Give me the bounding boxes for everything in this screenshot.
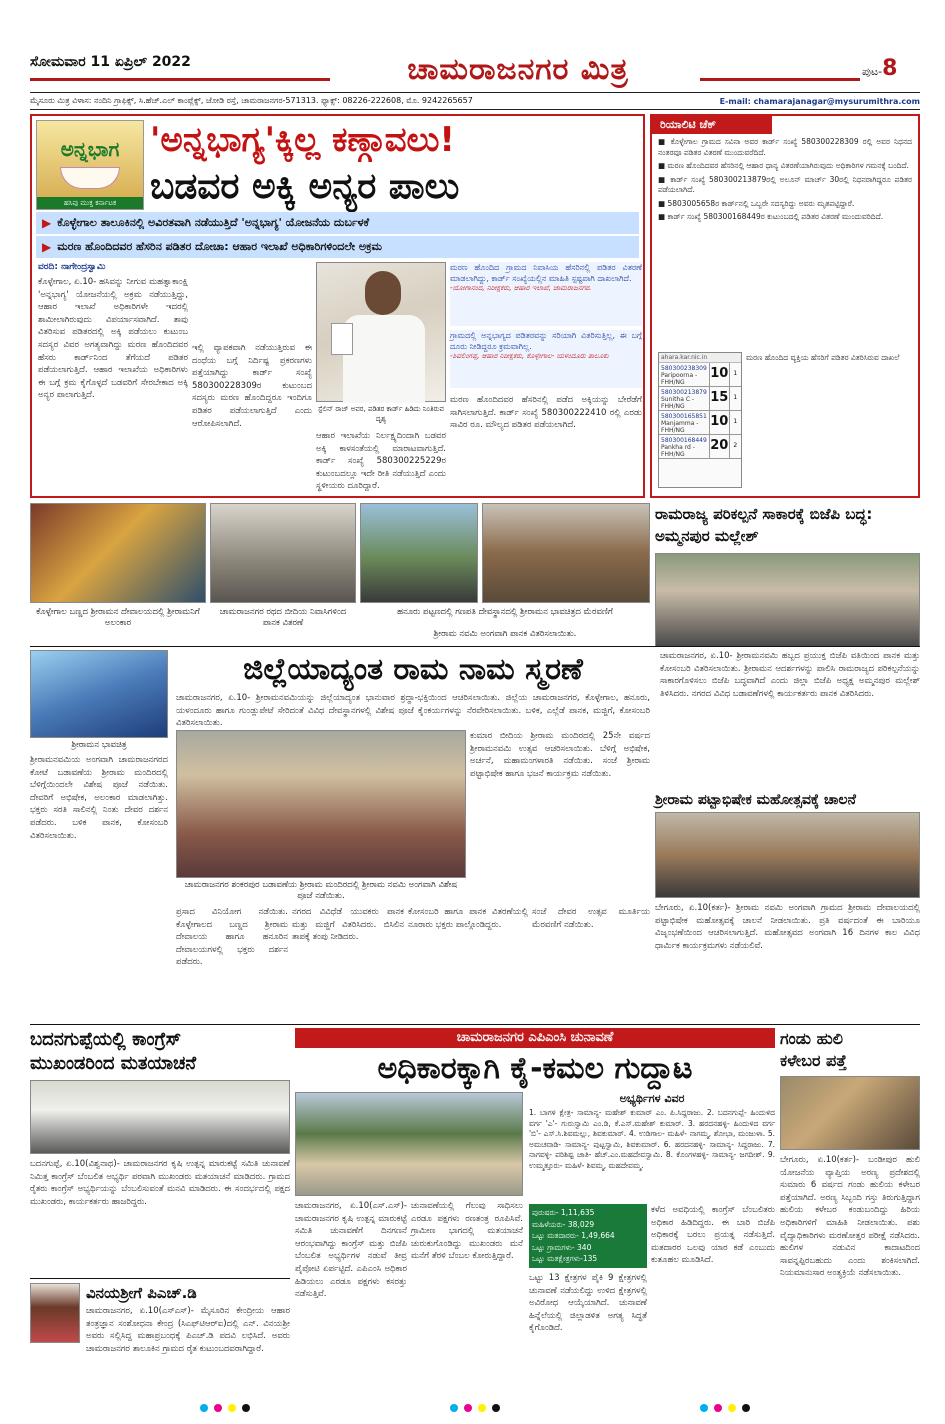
phd-story (30, 1278, 290, 1388)
apmc-col-4: ಕಳೆದ ಅವಧಿಯಲ್ಲಿ ಕಾಂಗ್ರೆಸ್ ಬೆಂಬಲಿತರು ಅಧಿಕಾರ ಹಿಡಿದಿದ್ದರು. ಈ ಬಾರಿ ಬಿಜೆಪಿ ಅಧಿಕಾರಕ್ಕೆ ಬರಲು ಪ್ರಯತ್ನ ನಡೆಸುತ್ತಿದೆ. ಮತದಾರರ ಒಲವು ಯಾರ ಕಡೆ ಎಂಬುದು ಕುತೂಹಲ ಮೂಡಿಸಿದೆ. (651, 1205, 775, 1266)
divider (30, 1024, 920, 1025)
lead-bullet-2 (36, 236, 639, 258)
registration-marks-right (700, 1404, 750, 1412)
pattabhisheka-headline: ಶ್ರೀರಾಮ ಪಟ್ಟಾಭಿಷೇಕ ಮಹೋತ್ಸವಕ್ಕೆ ಚಾಲನೆ (655, 792, 856, 808)
phd-headline: ವಿನಯಶ್ರೀಗೆ ಪಿಎಚ್.ಡಿ (86, 1284, 197, 1302)
tiger-body: ಬೇಗೂರು, ಏ.10(ಕರ್ತ)- ಬಂಡೀಪುರ ಹುಲಿ ಯೋಜನೆಯ ವ್ಯಾಪ್ತಿಯ ಅರಣ್ಯ ಪ್ರದೇಶದಲ್ಲಿ ಸುಮಾರು 6 ವರ್ಷದ ಗಂಡು ಹುಲಿಯ ಕಳೇಬರ ಪತ್ತೆಯಾಗಿದೆ. ಅರಣ್ಯ ಸಿಬ್ಬಂದಿ ಗಸ್ತು ತಿರುಗುತ್ತಿದ್ದಾಗ ಹುಲಿಯ ಕಳೇಬರ ಕಂಡುಬಂದಿದ್ದು ಹಿರಿಯ ಅಧಿಕಾರಿಗಳಿಗೆ ಮಾಹಿತಿ ನೀಡಲಾಯಿತು. ಪಶು ವೈದ್ಯಾಧಿಕಾರಿಗಳು ಮರಣೋತ್ತರ ಪರೀಕ್ಷೆ ನಡೆಸಿದರು. ಹುಲಿಗಳ ನಡುವಿನ ಕಾದಾಟದಿಂದ ಸಾವನ್ನಪ್ಪಿರಬಹುದು ಎಂದು ಶಂಕಿಸಲಾಗಿದೆ. ನಿಯಮಾನುಸಾರ ಅಂತ್ಯಕ್ರಿಯೆ ನಡೆಸಲಾಯಿತು. (780, 1155, 920, 1279)
congress-photo (30, 1080, 290, 1154)
yellow-dot (228, 1404, 236, 1412)
apmc-candidates: 1. ಬಾಗಳಿ ಕ್ಷೇತ್ರ- ಸಾಮಾನ್ಯ- ಮಹೇಶ್ ಕುಮಾರ್ ಎಂ. ಪಿ.ಸಿದ್ದರಾಜು. 2. ಬದನಗುಪ್ಪೆ- ಹಿಂದುಳಿದ ವರ್ಗ 'ಎ'- ಗುರುಸ್ವಾಮಿ ಎಂ.ಡಿ, ಕೆ.ಎಸ್.ಮಹೇಶ್ ಕುಮಾರ್. 3. ಹರದನಹಳ್ಳಿ- ಹಿಂದುಳಿದ ವರ್ಗ 'ಬಿ'- ಎಸ್.ಸಿ.ಶಿವಮಲ್ಲು, ಶಿವಕುಮಾರ್. 4. ಉಡಿಗಾಲ- ಮಹಿಳೆ- ನಾಗಮ್ಮ, ಶೋಭಾ, ಮಂಜುಳಾ. 5. ಅಮಚವಾಡಿ- ಸಾಮಾನ್ಯ- ಪುಟ್ಟಸ್ವಾಮಿ, ಶಿವಕುಮಾರ್. 6. ಹರದನಹಳ್ಳಿ- ಸಾಮಾನ್ಯ- ಸಿದ್ದರಾಜು. 7. ನಾಗವಳ್ಳಿ- ಪರಿಶಿಷ್ಟ ಜಾತಿ- ಹೆಚ್.ಎಂ.ಮಹದೇವಸ್ವಾಮಿ. 8. ಕೊಂಗಳಹಳ್ಳಿ- ಸಾಮಾನ್ಯ- ಜಗದೀಶ್. 9. ಉಮ್ಮತ್ತೂರು- ಮಹಿಳೆ- ಶಿವಮ್ಮ, ಮಹದೇವಮ್ಮ. (529, 1108, 775, 1170)
black-dot (242, 1404, 250, 1412)
rama-nama-bottom-col-3: ಕೋಸಂಬರಿ ಹಾಗೂ ಪಾನಕ ವಿತರಣೆಯಲ್ಲಿ ನೂರಾರು ಭಕ್ತರು ಪಾಲ್ಗೊಂಡಿದ್ದರು. (408, 907, 528, 930)
reality-check-title: ರಿಯಾಲಿಟಿ ಚೆಕ್ (652, 116, 772, 134)
rama-nama-left-col: ಶ್ರೀರಾಮನವಮಿಯ ಅಂಗವಾಗಿ ಚಾಮರಾಜನಗರದ ಕೋಟೆ ಬಡಾವಣೆಯ ಶ್ರೀರಾಮ ಮಂದಿರದಲ್ಲಿ ಬೆಳಿಗ್ಗೆಯಿಂದಲೇ ವಿಶೇಷ ಪೂಜೆ ನಡೆಯಿತು. ದೇವರಿಗೆ ಅಭಿಷೇಕ, ಅಲಂಕಾರ ಮಾಡಲಾಗಿತ್ತು. ಭಕ್ತರು ಸರತಿ ಸಾಲಿನಲ್ಲಿ ನಿಂತು ದೇವರ ದರ್ಶನ ಪಡೆದರು. ಬಳಿಕ ಪಾನಕ, ಕೋಸಂಬರಿ ವಿತರಿಸಲಾಯಿತು. (30, 755, 168, 841)
highlight-1-text: ಮರಣ ಹೊಂದಿದ ಗ್ರಾಮದ ನಿವಾಸಿಯ ಹೆಸರಿನಲ್ಲಿ ಪಡಿತರ ವಿತರಣೆ ಮಾಡಲಾಗಿದ್ದು, ಕಾರ್ಡ್ ಸಂಖ್ಯೆಯಲ್ಲಿನ ಮಾಹಿತಿ ಸ್ಪಷ್ಟವಾಗಿ ದಾಖಲಾಗಿದೆ. (450, 263, 642, 283)
photo-row (30, 503, 650, 643)
congress-headline-2: ಮುಖಂಡರಿಂದ ಮತಯಾಚನೆ (30, 1053, 197, 1074)
masthead-title: ಚಾಮರಾಜನಗರ ಮಿತ್ರ (407, 52, 629, 87)
portal-row-sub: 1 (729, 387, 741, 410)
cyan-dot (200, 1404, 208, 1412)
rama-nama-bottom-col-2: ನಗರದ ವಿವಿಧೆಡೆ ಯುವಕರು ಪಾನಕ ಮತ್ತು ಮಜ್ಜಿಗೆ ವಿತರಿಸಿದರು. ಬಿಸಿಲಿನ ತಾಪಕ್ಕೆ ತಂಪು ನೀಡಿದರು. (292, 907, 404, 943)
apmc-stats-box (529, 1204, 647, 1268)
apmc-stat: ಒಟ್ಟು ಮತಕ್ಷೇತ್ರಗಳು-135 (532, 1254, 598, 1263)
portal-row-name: 580300168449 Pankha rd - FHH/NG (661, 437, 707, 458)
rama-image-caption: ಶ್ರೀರಾಮನ ಭಾವಚಿತ್ರ (71, 740, 127, 750)
rama-nama-bottom-col-1: ಪ್ರಸಾದ ವಿನಿಯೋಗ ನಡೆಯಿತು. ಕೊಳ್ಳೇಗಾಲದ ಬಣ್ಣದ ಶ್ರೀರಾಮ ದೇವಾಲಯ ಹಾಗೂ ಹನೂರಿನ ದೇವಾಲಯಗಳಲ್ಲಿ ಭಕ್ತರು ದರ್ಶನ ಪಡೆದರು. (176, 907, 288, 968)
lead-photo-caption: ಸ್ಟೆಲಿನ್ ರಾಜ್ ಅವರ, ಪಡಿತರ ಕಾರ್ಡ್ ಹಿಡಿದು ನಿಂತಿರುವ ದೃಶ್ಯ (317, 405, 445, 423)
portal-row (659, 435, 741, 459)
photo-distribution (482, 503, 650, 603)
bullet-arrow-icon: ▶ (42, 216, 52, 230)
registration-marks-center (450, 1404, 500, 1412)
page-number-box (862, 56, 920, 84)
yellow-dot (728, 1404, 736, 1412)
cyan-dot (450, 1404, 458, 1412)
portal-caption: ಮರಣ ಹೊಂದಿದ ವ್ಯಕ್ತಿಯ ಹೆಸರಿಗೆ ಪಡಿತರ ವಿತರಿಸಿರುವ ದಾಖಲೆ (746, 353, 900, 362)
lead-bullet-1 (36, 212, 639, 234)
magenta-dot (214, 1404, 222, 1412)
logo-tagline: ಹಸಿವು ಮುಕ್ತ ಕರ್ನಾಟಕ (37, 197, 143, 209)
contact-email[interactable]: E-mail: chamarajanagar@mysurumithra.com (719, 96, 920, 106)
man-shirt (343, 315, 425, 403)
ramarajya-story (655, 503, 920, 647)
rama-nama-lead: ಚಾಮರಾಜನಗರ, ಏ.10- ಶ್ರೀರಾಮನವಮಿಯನ್ನು ಜಿಲ್ಲೆಯಾದ್ಯಂತ ಭಾನುವಾರ ಶ್ರದ್ಧಾ-ಭಕ್ತಿಯಿಂದ ಆಚರಿಸಲಾಯಿತು. ಜಿಲ್ಲೆಯ ಚಾಮರಾಜನಗರ, ಕೊಳ್ಳೇಗಾಲ, ಹನೂರು, ಯಳಂದೂರು ಹಾಗೂ ಗುಂಡ್ಲುಪೇಟೆ ಸೇರಿದಂತೆ ವಿವಿಧ ದೇವಸ್ಥಾನಗಳಲ್ಲಿ ವಿಶೇಷ ಪೂಜೆ ಕೈಂಕರ್ಯಗಳನ್ನು ನೆರವೇರಿಸಲಾಯಿತು. ಬಳಿಕ, ಎಲ್ಲೆಡೆ ಪಾನಕ, ಮಜ್ಜಿಗೆ, ಕೋಸಂಬರಿ ವಿತರಿಸಲಾಯಿತು. (176, 693, 650, 729)
rama-image (30, 650, 168, 738)
portal-row-name: 580300238309 Paripoorna - FHH/NG (661, 365, 707, 386)
portal-row-name: 580300165851 Manjamma - FHH/NG (661, 413, 707, 434)
masthead-rule-left (30, 78, 330, 81)
ramarajya-headline: ರಾಮರಾಜ್ಯ ಪರಿಕಲ್ಪನೆ ಸಾಕಾರಕ್ಕೆ ಬಿಜೆಪಿ ಬದ್ಧ: ಅಮ್ಮನಪುರ ಮಲ್ಲೇಶ್ (655, 505, 873, 545)
photo-caption-4: ಶ್ರೀರಾಮ ನವಮಿ ಅಂಗವಾಗಿ ಪಾನಕ ವಿತರಿಸಲಾಯಿತು. (433, 629, 577, 639)
portal-row-value: 15 (709, 387, 729, 410)
portal-row (659, 411, 741, 435)
lead-col-1: ಕೊಳ್ಳೇಗಾಲ, ಏ.10- ಹಸಿವನ್ನು ನೀಗುವ ಮಹತ್ವಾಕಾಂಕ್ಷಿ 'ಅನ್ನಭಾಗ್ಯ' ಯೋಜನೆಯಲ್ಲಿ ಅಕ್ರಮ ನಡೆಯುತ್ತಿದ್ದು, ಆಹಾರ ಇಲಾಖೆ ಅಧಿಕಾರಿಗಳೇ ಇದರಲ್ಲಿ ಶಾಮೀಲಾಗಿರುವುದು ವಿಪರ್ಯಾಸವಾಗಿದೆ. ತಾವು ವಿತರಿಸುವ ಪಡಿತರದಲ್ಲಿ ಅಕ್ಕಿ ಪಡೆಯಲು ಕುಟುಂಬ ಸದಸ್ಯರ ವಿವರ ಅಗತ್ಯವಾಗಿದ್ದು ಮರಣ ಹೊಂದಿದವರ ಹೆಸರು ಕಾರ್ಡ್‌ನಿಂದ ತೆಗೆಯದೆ ಪಡಿತರ ಪಡೆಯಲಾಗುತ್ತಿದೆ. ಆಹಾರ ಇಲಾಖೆಯ ಅಧಿಕಾರಿಗಳು ಈ ಬಗ್ಗೆ ಕ್ರಮ ಕೈಗೊಳ್ಳದೆ ಬಡವರಿಗೆ ಸೇರಬೇಕಾದ ಅಕ್ಕಿ ಅನ್ಯರ ಪಾಲಾಗುತ್ತಿದೆ. (38, 277, 188, 401)
annabhagya-logo (36, 120, 144, 210)
cyan-dot (700, 1404, 708, 1412)
bullet-text: ಮರಣ ಹೊಂದಿದವರ ಹೆಸರಿನ ಪಡಿತರ ದೋಚಾ: ಆಹಾರ ಇಲಾಖೆ ಅಧಿಕಾರಿಗಳಿಂದಲೇ ಅಕ್ರಮ (57, 240, 382, 253)
apmc-subhead: ಅಭ್ಯರ್ಥಿಗಳ ವಿವರ (619, 1092, 685, 1105)
rice-bowl-icon (60, 167, 120, 189)
divider (30, 646, 920, 647)
ration-card (331, 323, 353, 355)
magenta-dot (464, 1404, 472, 1412)
reality-item: ■ 5803005658ರ ಕಾರ್ಡ್‌ನಲ್ಲಿ ಒಬ್ಬರೇ ಸದಸ್ಯರಿದ್ದು ಅವರು ಮೃತಪಟ್ಟಿದ್ದಾರೆ. (658, 198, 855, 208)
lead-photo-man (316, 262, 446, 402)
lead-col-2: ಇಲ್ಲಿ ವ್ಯಾಪಕವಾಗಿ ನಡೆಯುತ್ತಿರುವ ಈ ದಂಧೆಯ ಬಗ್ಗೆ ನಿರ್ದಿಷ್ಟ ಪ್ರಕರಣಗಳು ಪತ್ತೆಯಾಗಿದ್ದು ಕಾರ್ಡ್ ಸಂಖ್ಯೆ 580300228309ರ ಕುಟುಂಬದ ಸದಸ್ಯರು ಮರಣ ಹೊಂದಿದ್ದರೂ ಇಂದಿಗೂ ಪಡಿತರ ಪಡೆಯಲಾಗುತ್ತಿದೆ ಎಂದು ಆರೋಪಿಸಲಾಗಿದೆ. (192, 343, 312, 429)
tiger-headline-2: ಕಳೇಬರ ಪತ್ತೆ (780, 1051, 847, 1070)
logo-text: ಅನ್ನಭಾಗ (60, 137, 120, 161)
lead-story (30, 114, 645, 498)
photo-caption-1: ಕೊಳ್ಳೇಗಾಲ ಬಣ್ಣದ ಶ್ರೀರಾಮನ ದೇವಾಲಯದಲ್ಲಿ ಶ್ರೀರಾಮನಿಗೆ ಅಲಂಕಾರ (36, 607, 200, 628)
pattabhisheka-photo (655, 812, 920, 898)
portal-row (659, 363, 741, 387)
ramarajya-body: ಚಾಮರಾಜನಗರ, ಏ.10- ಶ್ರೀರಾಮನವಮಿ ಹಬ್ಬದ ಪ್ರಯುಕ್ತ ಬಿಜೆಪಿ ವತಿಯಿಂದ ಪಾನಕ ಮತ್ತು ಕೋಸಂಬರಿ ವಿತರಿಸಲಾಯಿತು. ಶ್ರೀರಾಮನ ಆದರ್ಶಗಳನ್ನು ಪಾಲಿಸಿ ರಾಮರಾಜ್ಯದ ಪರಿಕಲ್ಪನೆಯನ್ನು ಸಾಕಾರಗೊಳಿಸಲು ಬಿಜೆಪಿ ಬದ್ಧವಾಗಿದೆ ಎಂದು ಜಿಲ್ಲಾ ಬಿಜೆಪಿ ಅಧ್ಯಕ್ಷ ಅಮ್ಮನಪುರ ಮಲ್ಲೇಶ್ ತಿಳಿಸಿದರು. ನಗರದ ವಿವಿಧ ಬಡಾವಣೆಗಳಲ್ಲಿ ಕಾರ್ಯಕರ್ತರು ಪಾನಕ ವಿತರಿಸಿದರು. (660, 651, 920, 699)
reality-item: ■ ಕಾರ್ಡ್ ಸಂಖ್ಯೆ 580300213879ರಲ್ಲಿ ಅಲೂನ್ ಮಾರ್ಚ್ 30ರಲ್ಲಿ ನಿಧನರಾಗಿದ್ದರೂ ಪಡಿತರ ಪಡೆಯಲಾಗಿದೆ. (658, 174, 912, 194)
photo-rama-idol (30, 503, 206, 603)
highlight-box-1 (450, 262, 642, 326)
congress-body: ಬದನಗುಪ್ಪೆ, ಏ.10(ವಿಶ್ವನಾಥ)- ಚಾಮರಾಜನಗರ ಕೃಷಿ ಉತ್ಪನ್ನ ಮಾರುಕಟ್ಟೆ ಸಮಿತಿ ಚುನಾವಣೆ ನಿಮಿತ್ತ ಕಾಂಗ್ರೆಸ್ ಬೆಂಬಲಿತ ಅಭ್ಯರ್ಥಿ ಪರವಾಗಿ ಮುಖಂಡರು ಮತಯಾಚನೆ ಮಾಡಿದರು. ಗ್ರಾಮದ ರೈತರು ಕಾಂಗ್ರೆಸ್ ಅಭ್ಯರ್ಥಿಯನ್ನು ಬೆಂಬಲಿಸುವಂತೆ ಮನವಿ ಮಾಡಿದರು. ಈ ಸಂದರ್ಭದಲ್ಲಿ ಪಕ್ಷದ ಮುಖಂಡರು, ಕಾರ್ಯಕರ್ತರು ಹಾಜರಿದ್ದರು. (30, 1159, 290, 1207)
congress-story (30, 1028, 290, 1276)
apmc-col-2: ಚುನಾವಣೆಯಲ್ಲಿ ಗೆಲುವು ಸಾಧಿಸಲು ಎರಡೂ ಪಕ್ಷಗಳು ರಣತಂತ್ರ ರೂಪಿಸಿವೆ. ಗ್ರಾಮೀಣ ಭಾಗದಲ್ಲಿ ಮತಯಾಚನೆ ಚುರುಕುಗೊಂಡಿದ್ದು ಮುಖಂಡರು ಮನೆ ಮನೆಗೆ ತೆರಳಿ ಬೆಂಬಲ ಕೋರುತ್ತಿದ್ದಾರೆ. (411, 1201, 523, 1262)
portal-row-name: 580300213879 Sunitha C - FHH/NG (661, 389, 707, 410)
apmc-kicker: ಚಾಮರಾಜನಗರ ಎಪಿಎಂಸಿ ಚುನಾವಣೆ (295, 1028, 775, 1048)
black-dot (742, 1404, 750, 1412)
man-head (365, 271, 401, 315)
apmc-stat: ಮಹಿಳೆಯರು- 38,029 (532, 1219, 595, 1229)
phd-body: ಚಾಮರಾಜನಗರ, ಏ.10(ಎಸ್‌ಎಸ್)- ಮೈಸೂರಿನ ಕೇಂದ್ರೀಯ ಆಹಾರ ತಂತ್ರಜ್ಞಾನ ಸಂಶೋಧನಾ ಕೇಂದ್ರ (ಸಿಎಫ್‌ಟಿಆರ್‌ಐ)ದಲ್ಲಿ ಎನ್. ವಿನಯಶ್ರೀ ಅವರು ಸಲ್ಲಿಸಿದ್ದ ಮಹಾಪ್ರಬಂಧಕ್ಕೆ ಪಿಎಚ್.ಡಿ ಪದವಿ ಲಭಿಸಿದೆ. ಅವರು ಚಾಮರಾಜನಗರ ತಾಲೂಕಿನ ಗ್ರಾಮದ ರೈತ ಕುಟುಂಬದವರಾಗಿದ್ದಾರೆ. (86, 1306, 290, 1354)
portal-row-sub: 1 (729, 411, 741, 434)
highlight-box-2 (450, 330, 642, 388)
contact-address: ಮೈಸೂರು ಮಿತ್ರ ವಿಳಾಸ: ನಂದಿನಿ ಗ್ರಾಫಿಕ್ಸ್, ಸಿ.ಹೆಚ್.ಎಲ್ ಕಾಂಪ್ಲೆಕ್ಸ್, ಜೋಡಿ ರಸ್ತೆ, ಚಾಮರಾಜನಗರ-571313. ಫ್ಯಾಕ್ಸ್: 08226-222608, ಮೊ. 9242265657 (30, 96, 473, 105)
masthead (0, 0, 945, 112)
rama-nama-headline: ಜಿಲ್ಲೆಯಾದ್ಯಂತ ರಾಮ ನಾಮ ಸ್ಮರಣೆ (243, 652, 583, 687)
ramarajya-photo (655, 553, 920, 647)
photo-caption-3: ಹನೂರು ಪಟ್ಟಣದಲ್ಲಿ ಗಣಪತಿ ದೇವಸ್ಥಾನದಲ್ಲಿ ಶ್ರೀರಾಮನ ಭಾವಚಿತ್ರದ ಮೆರವಣಿಗೆ (397, 607, 613, 617)
apmc-story (295, 1028, 775, 1388)
apmc-stat: ಒಟ್ಟು ಮತದಾರರು- 1,49,664 (532, 1231, 615, 1240)
tiger-photo (780, 1076, 920, 1150)
phd-photo (30, 1283, 80, 1343)
bullet-text: ಕೊಳ್ಳೇಗಾಲ ತಾಲೂಕಿನಲ್ಲಿ ಅವಿರತವಾಗಿ ನಡೆಯುತ್ತಿದೆ 'ಅನ್ನಭಾಗ್ಯ' ಯೋಜನೆಯ ದುರ್ಬಳಕೆ (57, 216, 370, 229)
lead-col-4: ಮರಣ ಹೊಂದಿದವರ ಹೆಸರಿನಲ್ಲಿ ಪಡೆದ ಅಕ್ಕಿಯನ್ನು ಬೇರೆಡೆಗೆ ಸಾಗಿಸಲಾಗುತ್ತಿದೆ. ಕಾರ್ಡ್ ಸಂಖ್ಯೆ 580300222410 ರಲ್ಲಿ ಎರಡು ಸಾವಿರ ರೂ. ಮೌಲ್ಯದ ಪಡಿತರ ಪಡೆಯಲಾಗಿದೆ. (450, 395, 642, 431)
page-label: ಪುಟ- (862, 65, 883, 78)
portal-row-value: 10 (709, 363, 729, 386)
apmc-stat: ಪುರುಷರು- 1,11,635 (532, 1208, 595, 1217)
reality-item: ■ ಮರಣ ಹೊಂದಿದವರ ಹೆಸರಿನಲ್ಲಿ ಆಹಾರ ಧಾನ್ಯ ವಿತರಣೆಯಾಗಿರುವುದು ಅಧಿಕಾರಿಗಳ ಗಮನಕ್ಕೆ ಬಂದಿದೆ. (658, 161, 909, 170)
portal-screenshot (658, 352, 742, 488)
lead-byline: ವರದಿ: ನಾಗೇಂದ್ರಸ್ವಾಮಿ (38, 262, 106, 272)
magenta-dot (714, 1404, 722, 1412)
portal-row-value: 10 (709, 411, 729, 434)
portal-row-value: 20 (709, 435, 729, 458)
publication-date: ಸೋಮವಾರ 11 ಏಪ್ರಿಲ್ 2022 (30, 54, 191, 70)
highlight-1-note: -ಯೋಗಾನಂದ, ನಿರೀಕ್ಷಕರು, ಆಹಾರ ಇಲಾಖೆ, ಚಾಮರಾಜನಗರ. (450, 284, 592, 292)
pattabhisheka-story (655, 790, 920, 1020)
photo-procession (360, 503, 478, 603)
apmc-col-1: ಚಾಮರಾಜನಗರ, ಏ.10(ಎಸ್.ಎಸ್)- ಚಾಮರಾಜನಗರ ಕೃಷಿ ಉತ್ಪನ್ನ ಮಾರುಕಟ್ಟೆ ಸಮಿತಿ ಚುನಾವಣೆಗೆ ದಿನಗಣನೆ ಆರಂಭವಾಗಿದ್ದು ಕಾಂಗ್ರೆಸ್ ಮತ್ತು ಬಿಜೆಪಿ ಬೆಂಬಲಿತ ಅಭ್ಯರ್ಥಿಗಳ ನಡುವೆ ತೀವ್ರ ಪೈಪೋಟಿ ಏರ್ಪಟ್ಟಿದೆ. ಎಪಿಎಂಸಿ ಅಧಿಕಾರ ಹಿಡಿಯಲು ಎರಡೂ ಪಕ್ಷಗಳು ಕಸರತ್ತು ನಡೆಸುತ್ತಿವೆ. (295, 1201, 407, 1300)
page-number: 8 (882, 56, 898, 81)
rama-nama-group-photo (176, 730, 466, 878)
apmc-photo (295, 1092, 523, 1196)
reality-check (650, 114, 920, 498)
photo-paanaka (210, 503, 356, 603)
reality-check-list (652, 134, 918, 356)
pattabhisheka-body: ಬೇಗೂರು, ಏ.10(ಕರ್ತ)- ಶ್ರೀರಾಮ ನವಮಿ ಅಂಗವಾಗಿ ಗ್ರಾಮದ ಶ್ರೀರಾಮ ದೇವಾಲಯದಲ್ಲಿ ಪಟ್ಟಾಭಿಷೇಕ ಮಹೋತ್ಸವಕ್ಕೆ ಚಾಲನೆ ನೀಡಲಾಯಿತು. ಪ್ರತಿ ವರ್ಷದಂತೆ ಈ ಬಾರಿಯೂ ವಿಜೃಂಭಣೆಯಿಂದ ಆಚರಿಸಲಾಗುತ್ತಿದೆ. ಮಹೋತ್ಸವದ ಅಂಗವಾಗಿ 16 ದಿನಗಳ ಕಾಲ ವಿವಿಧ ಧಾರ್ಮಿಕ ಕಾರ್ಯಕ್ರಮಗಳು ನಡೆಯಲಿವೆ. (655, 903, 920, 951)
congress-headline-1: ಬದನಗುಪ್ಪೆಯಲ್ಲಿ ಕಾಂಗ್ರೆಸ್ (30, 1029, 182, 1050)
lead-headline-1: 'ಅನ್ನಭಾಗ್ಯ'ಕ್ಕಿಲ್ಲ ಕಣ್ಗಾವಲು! (150, 120, 455, 160)
apmc-col-3: ಒಟ್ಟು 13 ಕ್ಷೇತ್ರಗಳ ಪೈಕಿ 9 ಕ್ಷೇತ್ರಗಳಲ್ಲಿ ಚುನಾವಣೆ ನಡೆಯಲಿದ್ದು ಉಳಿದ ಕ್ಷೇತ್ರಗಳಲ್ಲಿ ಅವಿರೋಧ ಆಯ್ಕೆಯಾಗಿದೆ. ಚುನಾವಣೆ ಹಿನ್ನೆಲೆಯಲ್ಲಿ ಜಿಲ್ಲಾಡಳಿತ ಅಗತ್ಯ ಸಿದ್ಧತೆ ಕೈಗೊಂಡಿದೆ. (529, 1273, 647, 1334)
portal-row (659, 387, 741, 411)
rama-nama-right-col: ಕುಮಾರ ಬೀದಿಯ ಶ್ರೀರಾಮ ಮಂದಿರದಲ್ಲಿ 25ನೇ ವರ್ಷದ ಶ್ರೀರಾಮನವಮಿ ಉತ್ಸವ ಆಚರಿಸಲಾಯಿತು. ಬೆಳಿಗ್ಗೆ ಅಭಿಷೇಕ, ಅರ್ಚನೆ, ಮಹಾಮಂಗಳಾರತಿ ನಡೆಯಿತು. ಸಂಜೆ ಶ್ರೀರಾಮ ಪಟ್ಟಾಭಿಷೇಕ ಹಾಗೂ ಭಜನೆ ಕಾರ್ಯಕ್ರಮ ನಡೆಯಿತು. (470, 731, 650, 779)
portal-row-sub: 1 (729, 363, 741, 386)
registration-marks-left (200, 1404, 250, 1412)
apmc-stat: ಒಟ್ಟು ಗ್ರಾಮಗಳು- 340 (532, 1242, 592, 1252)
lead-col-3: ಆಹಾರ ಇಲಾಖೆಯ ನಿರ್ಲಕ್ಷ್ಯದಿಂದಾಗಿ ಬಡವರ ಅಕ್ಕಿ ಕಾಳಸಂತೆಯಲ್ಲಿ ಮಾರಾಟವಾಗುತ್ತಿದೆ. ಕಾರ್ಡ್ ಸಂಖ್ಯೆ 580300225229ರ ಕುಟುಂಬದಲ್ಲೂ ಇದೇ ರೀತಿ ನಡೆಯುತ್ತಿದೆ ಎಂದು ಸ್ಥಳೀಯರು ದೂರಿದ್ದಾರೆ. (316, 431, 446, 492)
apmc-headline: ಅಧಿಕಾರಕ್ಕಾಗಿ ಕೈ-ಕಮಲ ಗುದ್ದಾಟ (377, 1051, 693, 1086)
portal-row-sub: 2 (729, 435, 741, 458)
rama-nama-bottom-col-4: ಸಂಜೆ ದೇವರ ಉತ್ಸವ ಮೂರ್ತಿಯ ಮೆರವಣಿಗೆ ನಡೆಯಿತು. (532, 907, 650, 930)
yellow-dot (478, 1404, 486, 1412)
black-dot (492, 1404, 500, 1412)
masthead-rule-right (700, 78, 860, 81)
lead-headline-2: ಬಡವರ ಅಕ್ಕಿ ಅನ್ಯರ ಪಾಲು (150, 166, 460, 207)
portal-url: ahara.kar.nic.in (659, 353, 741, 363)
photo-caption-2: ಚಾಮರಾಜನಗರ ರಥದ ಬೀದಿಯ ನಿವಾಸಿಗಳಿಂದ ಪಾನಕ ವಿತರಣೆ (219, 607, 347, 628)
rama-nama-story (30, 650, 650, 1020)
highlight-2-text: ಗ್ರಾಮದಲ್ಲಿ ಅನ್ನಭಾಗ್ಯದ ಪಡಿತರವನ್ನು ಸರಿಯಾಗಿ ವಿತರಿಸುತ್ತಿಲ್ಲ, ಈ ಬಗ್ಗೆ ದೂರು ನೀಡಿದ್ದರೂ ಕ್ರಮವಾಗಿಲ್ಲ. (450, 331, 642, 351)
contact-strip (30, 92, 920, 110)
tiger-story (780, 1028, 920, 1388)
rama-nama-group-caption: ಚಾಮರಾಜನಗರ ಶಂಕರಪುರ ಬಡಾವಣೆಯ ಶ್ರೀರಾಮ ಮಂದಿರದಲ್ಲಿ ಶ್ರೀರಾಮ ನವಮಿ ಅಂಗವಾಗಿ ವಿಶೇಷ ಪೂಜೆ ನಡೆಯಿತು. (184, 880, 458, 901)
reality-item: ■ ಕಾರ್ಡ್ ಸಂಖ್ಯೆ 580300168449ರ ಕುಟುಂಬದಲ್ಲಿ ಪಡಿತರ ವಿತರಣೆ ಮುಂದುವರಿದಿದೆ. (658, 212, 884, 221)
highlight-2-note: -ಶಿವಲಿಂಗಪ್ಪ, ಆಹಾರ ನಿರೀಕ್ಷಕರು, ಕೊಳ್ಳೇಗಾಲ- ಯಳಂದೂರು ತಾಲೂಕು (450, 352, 609, 360)
reality-item: ■ ಕೊಳ್ಳೇಗಾಲ ಗ್ರಾಮದ ಸವಿನಾ ಅವರ ಕಾರ್ಡ್ ಸಂಖ್ಯೆ 580300228309 ರಲ್ಲಿ ಅವರ ನಿಧನದ ನಂತರವೂ ಪಡಿತರ ವಿತರಣೆ ಮುಂದುವರೆದಿದೆ. (658, 137, 912, 157)
bullet-arrow-icon: ▶ (42, 240, 52, 254)
tiger-headline-1: ಗಂಡು ಹುಲಿ (780, 1029, 843, 1048)
